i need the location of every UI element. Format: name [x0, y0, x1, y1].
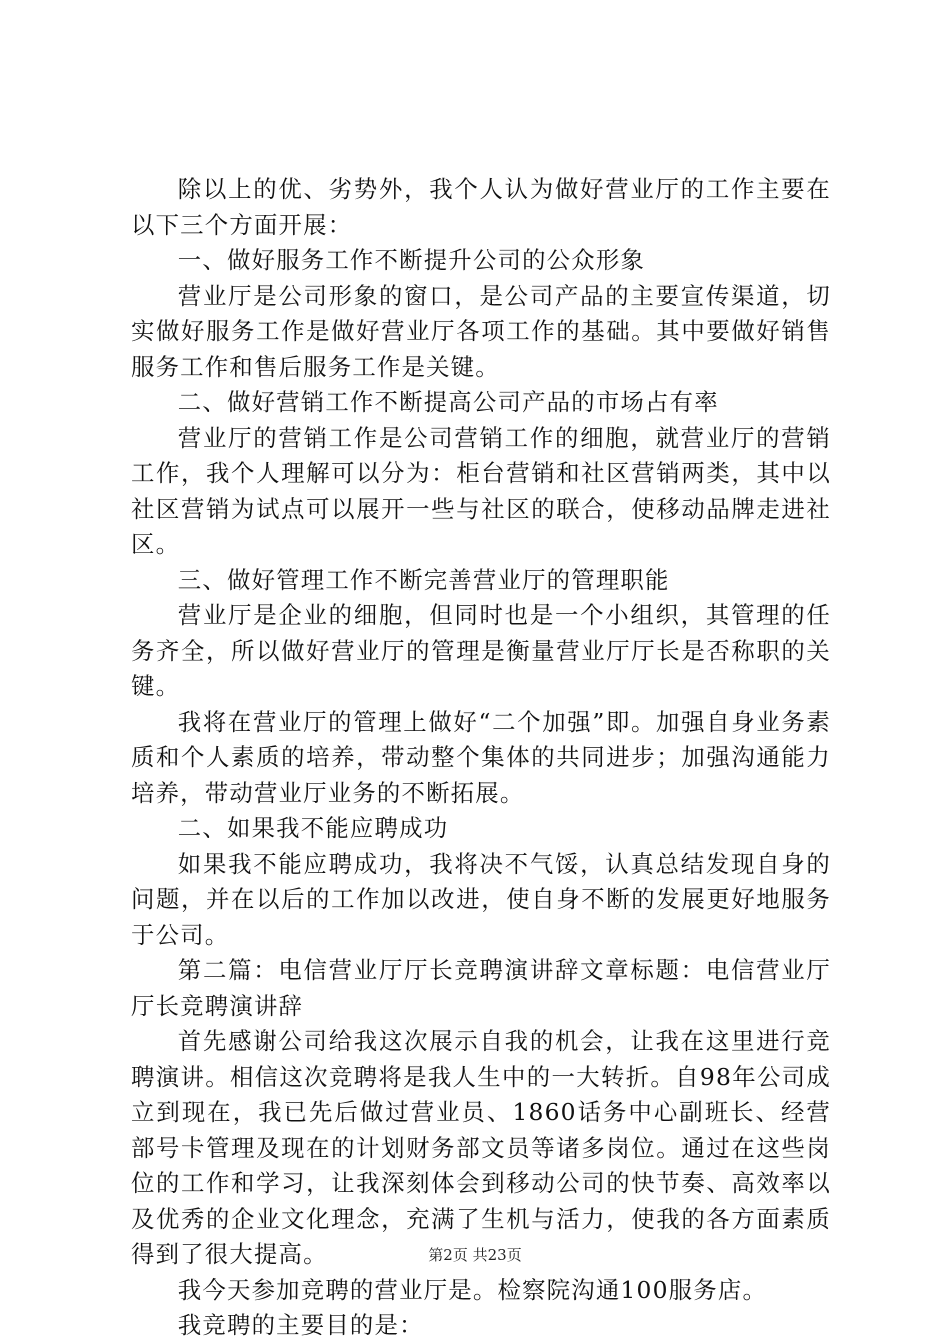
paragraph-if-fail: 如果我不能应聘成功，我将决不气馁，认真总结发现自身的问题，并在以后的工作加以改进，使自身不断的发展更好地服务于公司。: [131, 849, 831, 949]
paragraph-management: 营业厅是企业的细胞，但同时也是一个小组织，其管理的任务齐全，所以做好营业厅的管理是衡量营业厅厅长是否称职的关键。: [131, 601, 831, 700]
heading-service: 一、做好服务工作不断提升公司的公众形象: [177, 246, 646, 274]
document-body: [131, 172, 831, 1344]
paragraph-marketing: 营业厅的营销工作是公司营销工作的细胞，就营业厅的营销工作，我个人理解可以分为：柜台营销和社区营销两类，其中以社区营销为试点可以展开一些与社区的联合，使移动品牌走进社区。: [131, 423, 831, 558]
paragraph-two-strengthen: 我将在营业厅的管理上做好“二个加强”即。加强自身业务素质和个人素质的培养，带动整个集体的共同进步；加强沟通能力培养，带动营业厅业务的不断拓展。: [131, 707, 831, 807]
paragraph-main-purpose: 我竞聘的主要目的是：: [177, 1311, 424, 1339]
paragraph-thanks: 首先感谢公司给我这次展示自我的机会，让我在这里进行竞聘演讲。相信这次竞聘将是我人生中的一大转折。自98年公司成立到现在，我已先后做过营业员、1860话务中心副班长、经营部号卡管理及现在的计划财务部文员等诸多岗位。通过在这些岗位的工作和学习，让我深刻体会到移动公司的快节奏、高效率以及优秀的企业文化理念，充满了生机与活力，使我的各方面素质得到了很大提高。: [131, 1027, 831, 1268]
heading-marketing: 二、做好营销工作不断提高公司产品的市场占有率: [177, 388, 719, 416]
heading-management: 三、做好管理工作不断完善营业厅的管理职能: [177, 565, 670, 594]
heading-if-fail: 二、如果我不能应聘成功: [177, 814, 449, 842]
paragraph-intro: 除以上的优、劣势外，我个人认为做好营业厅的工作主要在以下三个方面开展：: [131, 175, 831, 239]
paragraph-service: 营业厅是公司形象的窗口，是公司产品的主要宣传渠道，切实做好服务工作是做好营业厅各项工作的基础。其中要做好销售服务工作和售后服务工作是关键。: [131, 281, 831, 381]
paragraph-target-hall: 我今天参加竞聘的营业厅是。检察院沟通100服务店。: [177, 1275, 768, 1304]
page-number-footer: 第2页 共23页: [428, 1246, 522, 1264]
heading-second-article: 第二篇：电信营业厅厅长竞聘演讲辞文章标题：电信营业厅厅长竞聘演讲辞: [131, 956, 831, 1020]
